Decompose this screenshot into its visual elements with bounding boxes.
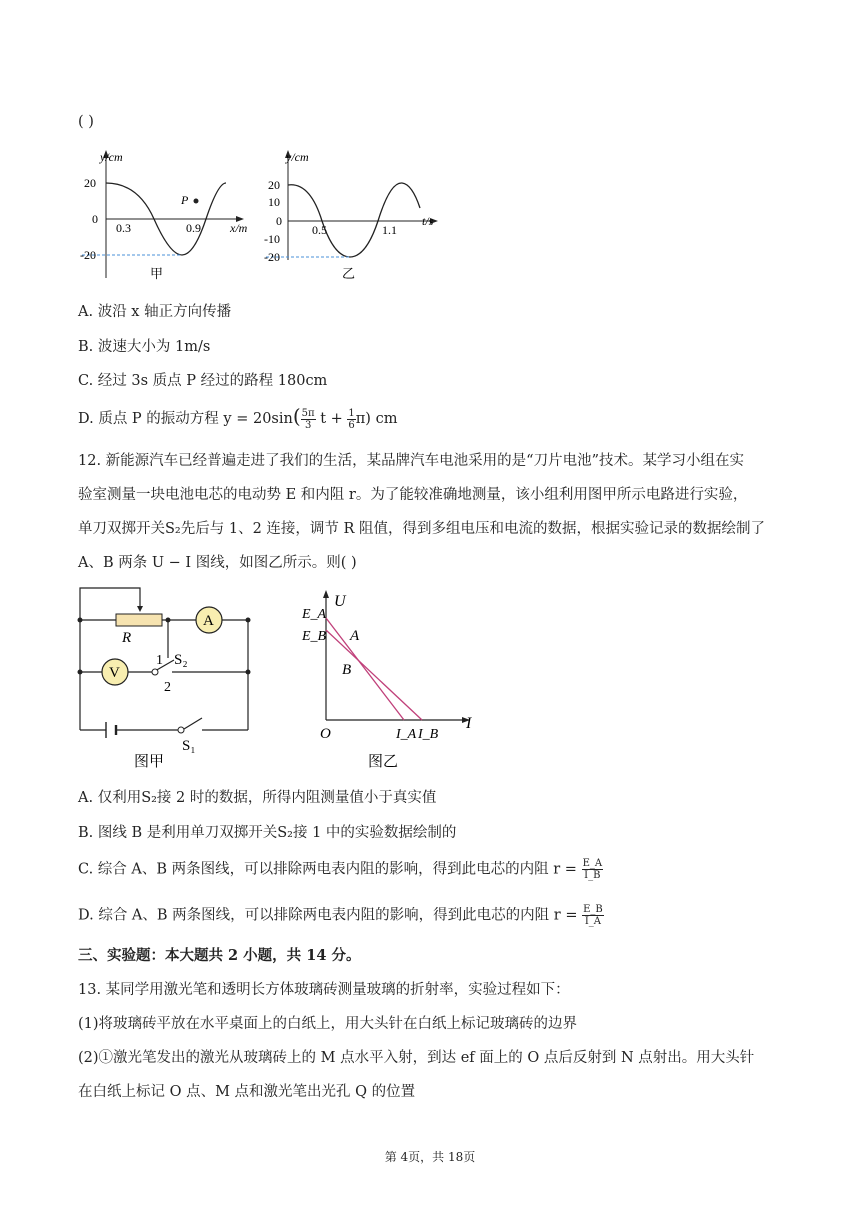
q12-option-a: A. 仅利用S₂接 2 时的数据，所得内阻测量值小于真实值 bbox=[78, 790, 437, 806]
y-tick-0: 0 bbox=[276, 214, 282, 228]
resistor-label: R bbox=[122, 630, 132, 646]
q12-option-d bbox=[78, 904, 604, 927]
y-tick-10: 10 bbox=[268, 195, 280, 209]
frac2-num: 1 bbox=[348, 407, 355, 419]
wave-graph-jia bbox=[78, 148, 248, 288]
y-tick-20: 20 bbox=[84, 176, 96, 190]
option-c-prefix: C. 综合 A、B 两条图线，可以排除两电表内阻的影响，得到此电芯的内阻 r = bbox=[78, 861, 577, 878]
ib-label: I_B bbox=[418, 727, 439, 742]
q12-line-3: 单刀双掷开关S₂先后与 1、2 连接，调节 R 阻值，得到多组电压和电流的数据，根据实验记录的数据绘制了 bbox=[78, 521, 766, 537]
option-d-suffix: π) cm bbox=[355, 411, 398, 427]
q12-line-1: 12. 新能源汽车已经普遍走进了我们的生活，某品牌汽车电池采用的是“刀片电池”技术。某学习小组在实 bbox=[78, 453, 744, 469]
y-tick-neg10: -10 bbox=[264, 232, 280, 246]
frac1-num: 5π bbox=[301, 407, 315, 419]
origin-label: O bbox=[320, 726, 331, 742]
q11-option-d: D. 质点 P 的振动方程 y = 20sin( $\frac{5\pi}{3}$ t + $\frac{1}{6}$ π) cm bbox=[78, 404, 398, 431]
x-tick-0-3: 0.3 bbox=[116, 221, 131, 235]
caption-circuit: 图甲 bbox=[134, 754, 165, 770]
y-axis-label: y/cm bbox=[286, 150, 309, 164]
q13-line-2: (1)将玻璃砖平放在水平桌面上的白纸上，用大头针在白纸上标记玻璃砖的边界 bbox=[78, 1016, 578, 1032]
x-tick-0-9: 0.9 bbox=[186, 221, 201, 235]
y-tick-neg20: -20 bbox=[264, 250, 280, 264]
d-frac-num: E_B bbox=[583, 904, 603, 915]
q12-line-4: A、B 两条 U − I 图线，如图乙所示。则( ) bbox=[78, 555, 357, 571]
q12-option-c bbox=[78, 858, 603, 881]
ia-label: I_A bbox=[396, 727, 417, 742]
line-b bbox=[326, 630, 422, 720]
q13-line-3: (2)①激光笔发出的激光从玻璃砖上的 M 点水平入射，到达 ef 面上的 O 点后反射到 N 点射出。用大头针 bbox=[78, 1050, 755, 1066]
c-frac-den: I_B bbox=[584, 870, 601, 881]
q13-line-4: 在白纸上标记 O 点、M 点和激光笔出光孔 Q 的位置 bbox=[78, 1084, 416, 1100]
i-axis-label: I bbox=[466, 715, 472, 732]
frac2-den: 6 bbox=[348, 419, 355, 431]
frac1-den: 3 bbox=[304, 419, 312, 431]
rheostat bbox=[116, 614, 162, 626]
switch-s2-contact bbox=[152, 669, 158, 675]
line-a-label: A bbox=[350, 628, 360, 644]
page-footer: 第 4页，共 18页 bbox=[384, 1150, 476, 1164]
eb-label: E_B bbox=[302, 629, 327, 644]
q11-option-c: C. 经过 3s 质点 P 经过的路程 180cm bbox=[78, 373, 328, 389]
ea-label: E_A bbox=[302, 607, 327, 622]
y-tick-0: 0 bbox=[92, 212, 98, 226]
q13-line-1: 13. 某同学用激光笔和透明长方体玻璃砖测量玻璃的折射率，实验过程如下： bbox=[78, 982, 570, 998]
d-frac-den: I_A bbox=[584, 916, 601, 927]
switch-s1-label: S₁ bbox=[182, 738, 196, 754]
option-d-prefix: D. 质点 P 的振动方程 y = 20sin bbox=[78, 411, 293, 427]
y-axis-label: y/cm bbox=[100, 150, 123, 164]
circuit-diagram bbox=[70, 584, 260, 774]
ui-graph bbox=[296, 588, 486, 774]
caption-yi: 乙 bbox=[342, 266, 356, 281]
q11-option-b: B. 波速大小为 1m/s bbox=[78, 339, 211, 355]
q12-option-b: B. 图线 B 是利用单刀双掷开关S₂接 1 中的实验数据绘制的 bbox=[78, 825, 457, 841]
y-tick-neg20: -20 bbox=[80, 248, 96, 262]
u-axis-label: U bbox=[334, 593, 346, 610]
t-tick-0-5: 0.5 bbox=[312, 223, 327, 237]
q11-answer-bracket: ( ) bbox=[78, 114, 94, 130]
switch-s1-contact bbox=[178, 727, 184, 733]
vibration-graph-yi bbox=[262, 148, 442, 288]
c-frac-num: E_A bbox=[582, 858, 603, 869]
option-d-prefix: D. 综合 A、B 两条图线，可以排除两电表内阻的影响，得到此电芯的内阻 r = bbox=[78, 907, 578, 924]
switch-pos-1: 1 bbox=[156, 653, 163, 668]
vibration-curve bbox=[288, 183, 420, 257]
y-tick-20: 20 bbox=[268, 178, 280, 192]
line-a bbox=[326, 618, 404, 720]
point-p-label: P bbox=[181, 193, 189, 207]
caption-ui-graph: 图乙 bbox=[368, 754, 399, 770]
line-b-label: B bbox=[342, 662, 352, 678]
section-3-heading: 三、实验题：本大题共 2 小题，共 14 分。 bbox=[78, 947, 361, 964]
caption-jia: 甲 bbox=[150, 266, 164, 281]
q12-line-2: 验室测量一块电池电芯的电动势 E 和内阻 r。为了能较准确地测量，该小组利用图甲所示电路进行实验， bbox=[78, 487, 748, 503]
switch-s2-label: S₂ bbox=[174, 652, 188, 668]
option-d-mid: t + bbox=[320, 411, 343, 427]
ammeter-label: A bbox=[203, 613, 214, 629]
point-p-marker bbox=[194, 199, 199, 204]
q11-option-a: A. 波沿 x 轴正方向传播 bbox=[78, 304, 232, 320]
t-tick-1-1: 1.1 bbox=[382, 223, 397, 237]
voltmeter-label: V bbox=[109, 665, 120, 681]
t-axis-label: t/s bbox=[422, 214, 434, 228]
x-axis-label: x/m bbox=[230, 221, 248, 235]
switch-pos-2: 2 bbox=[164, 680, 171, 695]
